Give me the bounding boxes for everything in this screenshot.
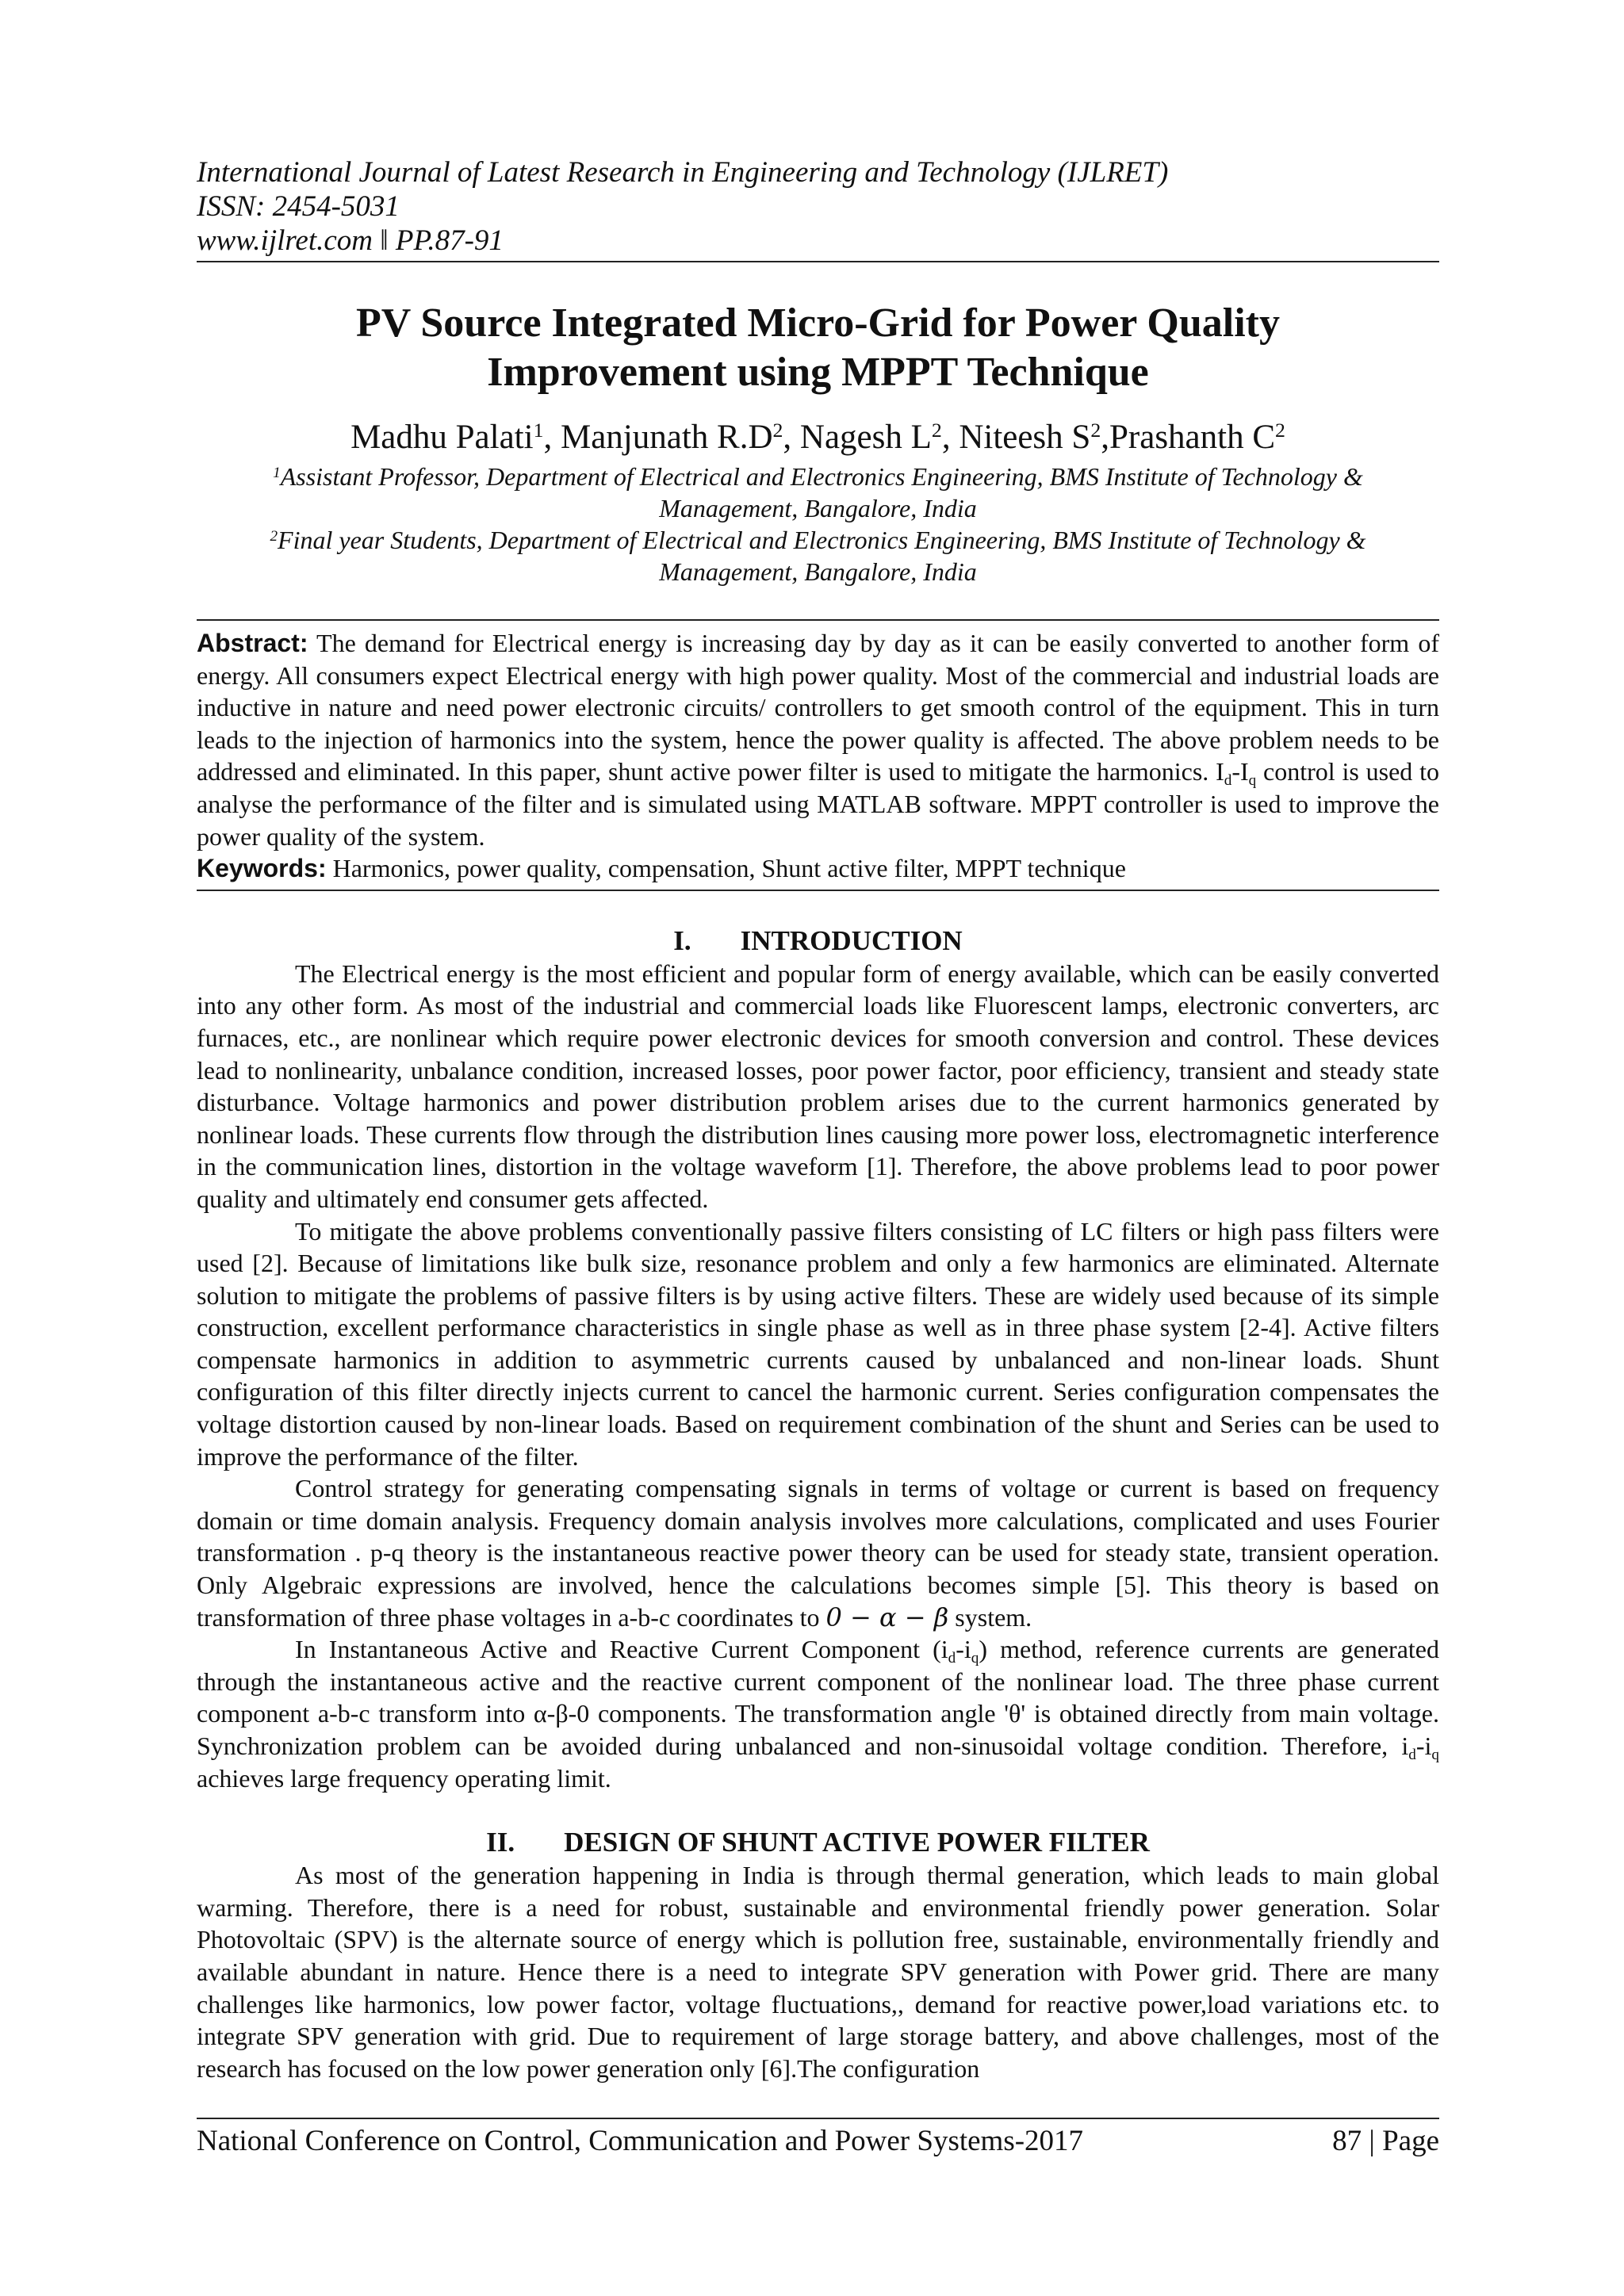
journal-site-pages bbox=[197, 224, 1439, 258]
author: Madhu Palati bbox=[350, 419, 534, 456]
paper-title bbox=[197, 299, 1439, 397]
affil-mark: 2 bbox=[772, 419, 783, 442]
page-number: 87 | Page bbox=[1332, 2125, 1439, 2157]
separator: ‖ bbox=[380, 224, 389, 257]
abstract-text: The demand for Electrical energy is increasing day by day as it can be easily converted to another form of energy. All consumers expect Electrical energy with high power quality. Most of the commercial and industrial loads are inductive in nature and need power electronic circuits/ controllers to get smooth control of the equipment. This in turn leads to the injection of harmonics into the system, hence the power quality is affected. The above problem needs to be addressed and eliminated. In this paper, shunt active power filter is used to mitigate the harmonics. I bbox=[197, 629, 1439, 786]
affil-mark: 2 bbox=[270, 528, 278, 545]
keywords-label: Keywords: bbox=[197, 854, 327, 883]
author: , Manjunath R.D bbox=[543, 419, 773, 456]
paragraph-text: achieves large frequency operating limit. bbox=[197, 1763, 611, 1793]
section-heading-introduction bbox=[197, 924, 1439, 958]
keywords bbox=[197, 852, 1439, 885]
page-footer bbox=[197, 2118, 1439, 2159]
paragraph-text: Control strategy for generating compensating signals in terms of voltage or current is based on frequency domain or time domain analysis. Frequency domain analysis involves more calculations, complicated and uses Fourier transformation . p-q theory is the instantaneous reactive power theory can be used for steady state, transient operation. Only Algebraic expressions are involved, hence the calculations becomes simple [5]. This theory is based on transformation of three phase voltages in a-b-c coordinates to bbox=[197, 1474, 1439, 1632]
subscript: d bbox=[948, 1650, 956, 1667]
paragraph-text: -i bbox=[1415, 1732, 1432, 1760]
conference-name: National Conference on Control, Communication and Power Systems-2017 bbox=[197, 2125, 1084, 2157]
subscript: d bbox=[1224, 772, 1232, 790]
affil-mark: 1 bbox=[533, 419, 544, 442]
section-heading-design bbox=[197, 1826, 1439, 1859]
affiliation-text: Assistant Professor, Department of Electrical and Electronics Engineering, BMS Institute of Technology & bbox=[280, 462, 1363, 491]
affil-mark: 2 bbox=[1090, 419, 1101, 442]
paragraph bbox=[197, 1472, 1439, 1633]
paragraph: To mitigate the above problems conventionally passive filters consisting of LC filters or high pass filters were used [2]. Because of limitations like bulk size, resonance problem and only a few harmonics are eliminated. Alternate solution to mitigate the problems of passive filters is by using active filters. These are widely used because of its simple construction, excellent performance characteristics in single phase as well as in three phase system [2-4]. Active filters compensate harmonics in addition to asymmetric currents caused by unbalanced and non-linear loads. Shunt configuration of this filter directly injects current to cancel the harmonic current. Series configuration compensates the voltage distortion caused by non-linear loads. Based on requirement combination of the shunt and Series can be used to improve the performance of the filter. bbox=[197, 1216, 1439, 1471]
author: , Nagesh L bbox=[783, 419, 932, 456]
section-number: I. bbox=[673, 924, 691, 956]
section-title: INTRODUCTION bbox=[740, 924, 963, 956]
journal-header bbox=[197, 155, 1439, 262]
subscript: d bbox=[1408, 1747, 1416, 1763]
title-line-1: PV Source Integrated Micro-Grid for Power Quality bbox=[356, 300, 1280, 346]
section-number: II. bbox=[486, 1827, 515, 1858]
affil-mark: 2 bbox=[1275, 419, 1285, 442]
keywords-text: Harmonics, power quality, compensation, Shunt active filter, MPPT technique bbox=[326, 854, 1126, 883]
affil-mark: 1 bbox=[273, 465, 281, 481]
affiliation-text: Management, Bangalore, India bbox=[659, 557, 977, 586]
abstract bbox=[197, 627, 1439, 852]
subscript: q bbox=[1248, 772, 1257, 790]
subscript: q bbox=[1431, 1747, 1439, 1763]
affiliation-2 bbox=[197, 524, 1439, 587]
abstract-block bbox=[197, 619, 1439, 891]
issn: ISSN: 2454-5031 bbox=[197, 190, 400, 223]
header-rule bbox=[197, 261, 1439, 262]
paragraph bbox=[197, 1633, 1439, 1794]
paragraph: As most of the generation happening in India is through thermal generation, which leads to main global warming. Therefore, there is a need for robust, sustainable and environmental friendly power generation. Solar Photovoltaic (SPV) is the alternate source of energy which is pollution free, sustainable, environmentally friendly and available abundant in nature. Hence there is a need to integrate SPV generation with Power grid. There are many challenges like harmonics, low power factor, voltage fluctuations,, demand for reactive power,load variations etc. to integrate SPV generation with grid. Due to requirement of large storage battery, and above challenges, most of the research has focused on the low power generation only [6].The configuration bbox=[197, 1861, 1439, 2083]
paragraph-text: system. bbox=[948, 1602, 1032, 1632]
subscript: q bbox=[971, 1650, 979, 1667]
journal-site: www.ijlret.com bbox=[197, 224, 373, 257]
author: ,Prashanth C bbox=[1101, 419, 1276, 456]
journal-name: International Journal of Latest Research in Engineering and Technology (IJLRET) bbox=[197, 156, 1169, 189]
abstract-label: Abstract: bbox=[197, 629, 308, 657]
paragraph-text: In Instantaneous Active and Reactive Current Component (i bbox=[295, 1635, 948, 1664]
abstract-text: control is used to analyse the performance of the filter and is simulated using MATLAB software. MPPT controller is used to improve the power quality of the system. bbox=[197, 757, 1439, 851]
author: , Niteesh S bbox=[941, 419, 1091, 456]
affil-mark: 2 bbox=[931, 419, 942, 442]
paragraph-text: -i bbox=[956, 1635, 971, 1664]
affiliation-text: Management, Bangalore, India bbox=[659, 494, 977, 522]
abstract-text: -I bbox=[1231, 757, 1249, 786]
author-list bbox=[197, 418, 1439, 457]
title-line-2: Improvement using MPPT Technique bbox=[487, 350, 1149, 395]
page-content bbox=[197, 155, 1439, 2084]
affiliation-text: Final year Students, Department of Electrical and Electronics Engineering, BMS Institute of Technology & bbox=[278, 526, 1366, 554]
page-range: PP.87-91 bbox=[395, 224, 504, 257]
section-title: DESIGN OF SHUNT ACTIVE POWER FILTER bbox=[564, 1827, 1150, 1858]
math-expression: 0 − α − β bbox=[825, 1601, 949, 1632]
paragraph: The Electrical energy is the most efficient and popular form of energy available, which can be easily converted into any other form. As most of the industrial and commercial loads like Fluorescent lamps, electronic converters, arc furnaces, etc., are nonlinear which require power electronic devices for smooth conversion and control. These devices lead to nonlinearity, unbalance condition, increased losses, poor power factor, poor efficiency, transient and steady state disturbance. Voltage harmonics and power distribution problem arises due to the current harmonics generated by nonlinear loads. These currents flow through the distribution lines causing more power loss, electromagnetic interference in the communication lines, distortion in the voltage waveform [1]. Therefore, the above problems lead to poor power quality and ultimately end consumer gets affected. bbox=[197, 959, 1439, 1213]
paragraph-text: ) method, reference currents are generated through the instantaneous active and the reactive current component of the nonlinear load. The three phase current component a-b-c transform into α-β-0 components. The transformation angle 'θ' is obtained directly from main voltage. Synchronization problem can be avoided during unbalanced and non-sinusoidal voltage condition. Therefore, i bbox=[197, 1635, 1440, 1760]
affiliation-1 bbox=[197, 461, 1439, 524]
